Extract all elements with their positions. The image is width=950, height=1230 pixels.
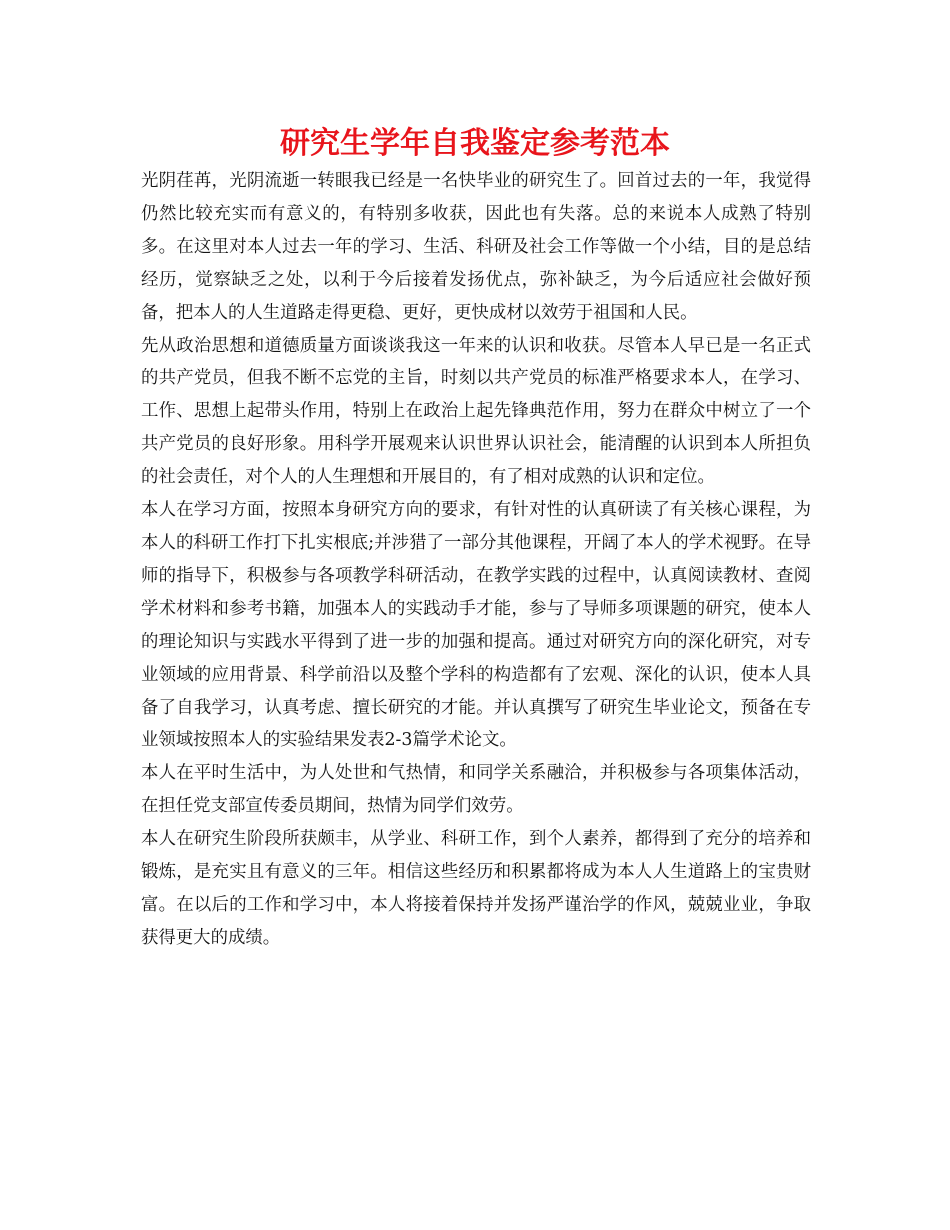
- paragraph-conclusion: 本人在研究生阶段所获颇丰，从学业、科研工作，到个人素养，都得到了充分的培养和锻炼，是充实且有意义的三年。相信这些经历和积累都将成为本人人生道路上的宝贵财富。在以后的工作和学习中，本人将接着保持并发扬严谨治学的作风，兢兢业业，争取获得更大的成绩。: [141, 829, 811, 948]
- document-title: 研究生学年自我鉴定参考范本: [280, 126, 670, 161]
- paragraph-intro: 光阴荏苒，光阴流逝一转眼我已经是一名快毕业的研究生了。回首过去的一年，我觉得仍然比较充实而有意义的，有特别多收获，因此也有失落。总的来说本人成熟了特别多。在这里对本人过去一年的学习、生活、科研及社会工作等做一个小结，目的是总结经历，觉察缺乏之处，以利于今后接着发扬优点，弥补缺乏，为今后适应社会做好预备，把本人的人生道路走得更稳、更好，更快成材以效劳于祖国和人民。: [141, 171, 811, 323]
- paragraph-political-thought: 先从政治思想和道德质量方面谈谈我这一年来的认识和收获。尽管本人早已是一名正式的共产党员，但我不断不忘党的主旨，时刻以共产党员的标准严格要求本人，在学习、工作、思想上起带头作用，特别上在政治上起先锋典范作用，努力在群众中树立了一个共产党员的良好形象。用科学开展观来认识世界认识社会，能清醒的认识到本人所担负的社会责任，对个人的人生理想和开展目的，有了相对成熟的认识和定位。: [141, 335, 811, 488]
- paragraph-life: 本人在平时生活中，为人处世和气热情，和同学关系融洽，并积极参与各项集体活动，在担任党支部宣传委员期间，热情为同学们效劳。: [141, 763, 811, 817]
- document-body: [141, 165, 811, 955]
- paragraph-study: 本人在学习方面，按照本身研究方向的要求，有针对性的认真研读了有关核心课程，为本人的科研工作打下扎实根底;并涉猎了一部分其他课程，开阔了本人的学术视野。在导师的指导下，积极参与各项教学科研活动，在教学实践的过程中，认真阅读教材、查阅学术材料和参考书籍，加强本人的实践动手才能，参与了导师多项课题的研究，使本人的理论知识与实践水平得到了进一步的加强和提高。通过对研究方向的深化研究，对专业领域的应用背景、科学前沿以及整个学科的构造都有了宏观、深化的认识，使本人具备了自我学习，认真考虑、擅长研究的才能。并认真撰写了研究生毕业论文，预备在专业领域按照本人的实验结果发表2-3篇学术论文。: [141, 500, 811, 751]
